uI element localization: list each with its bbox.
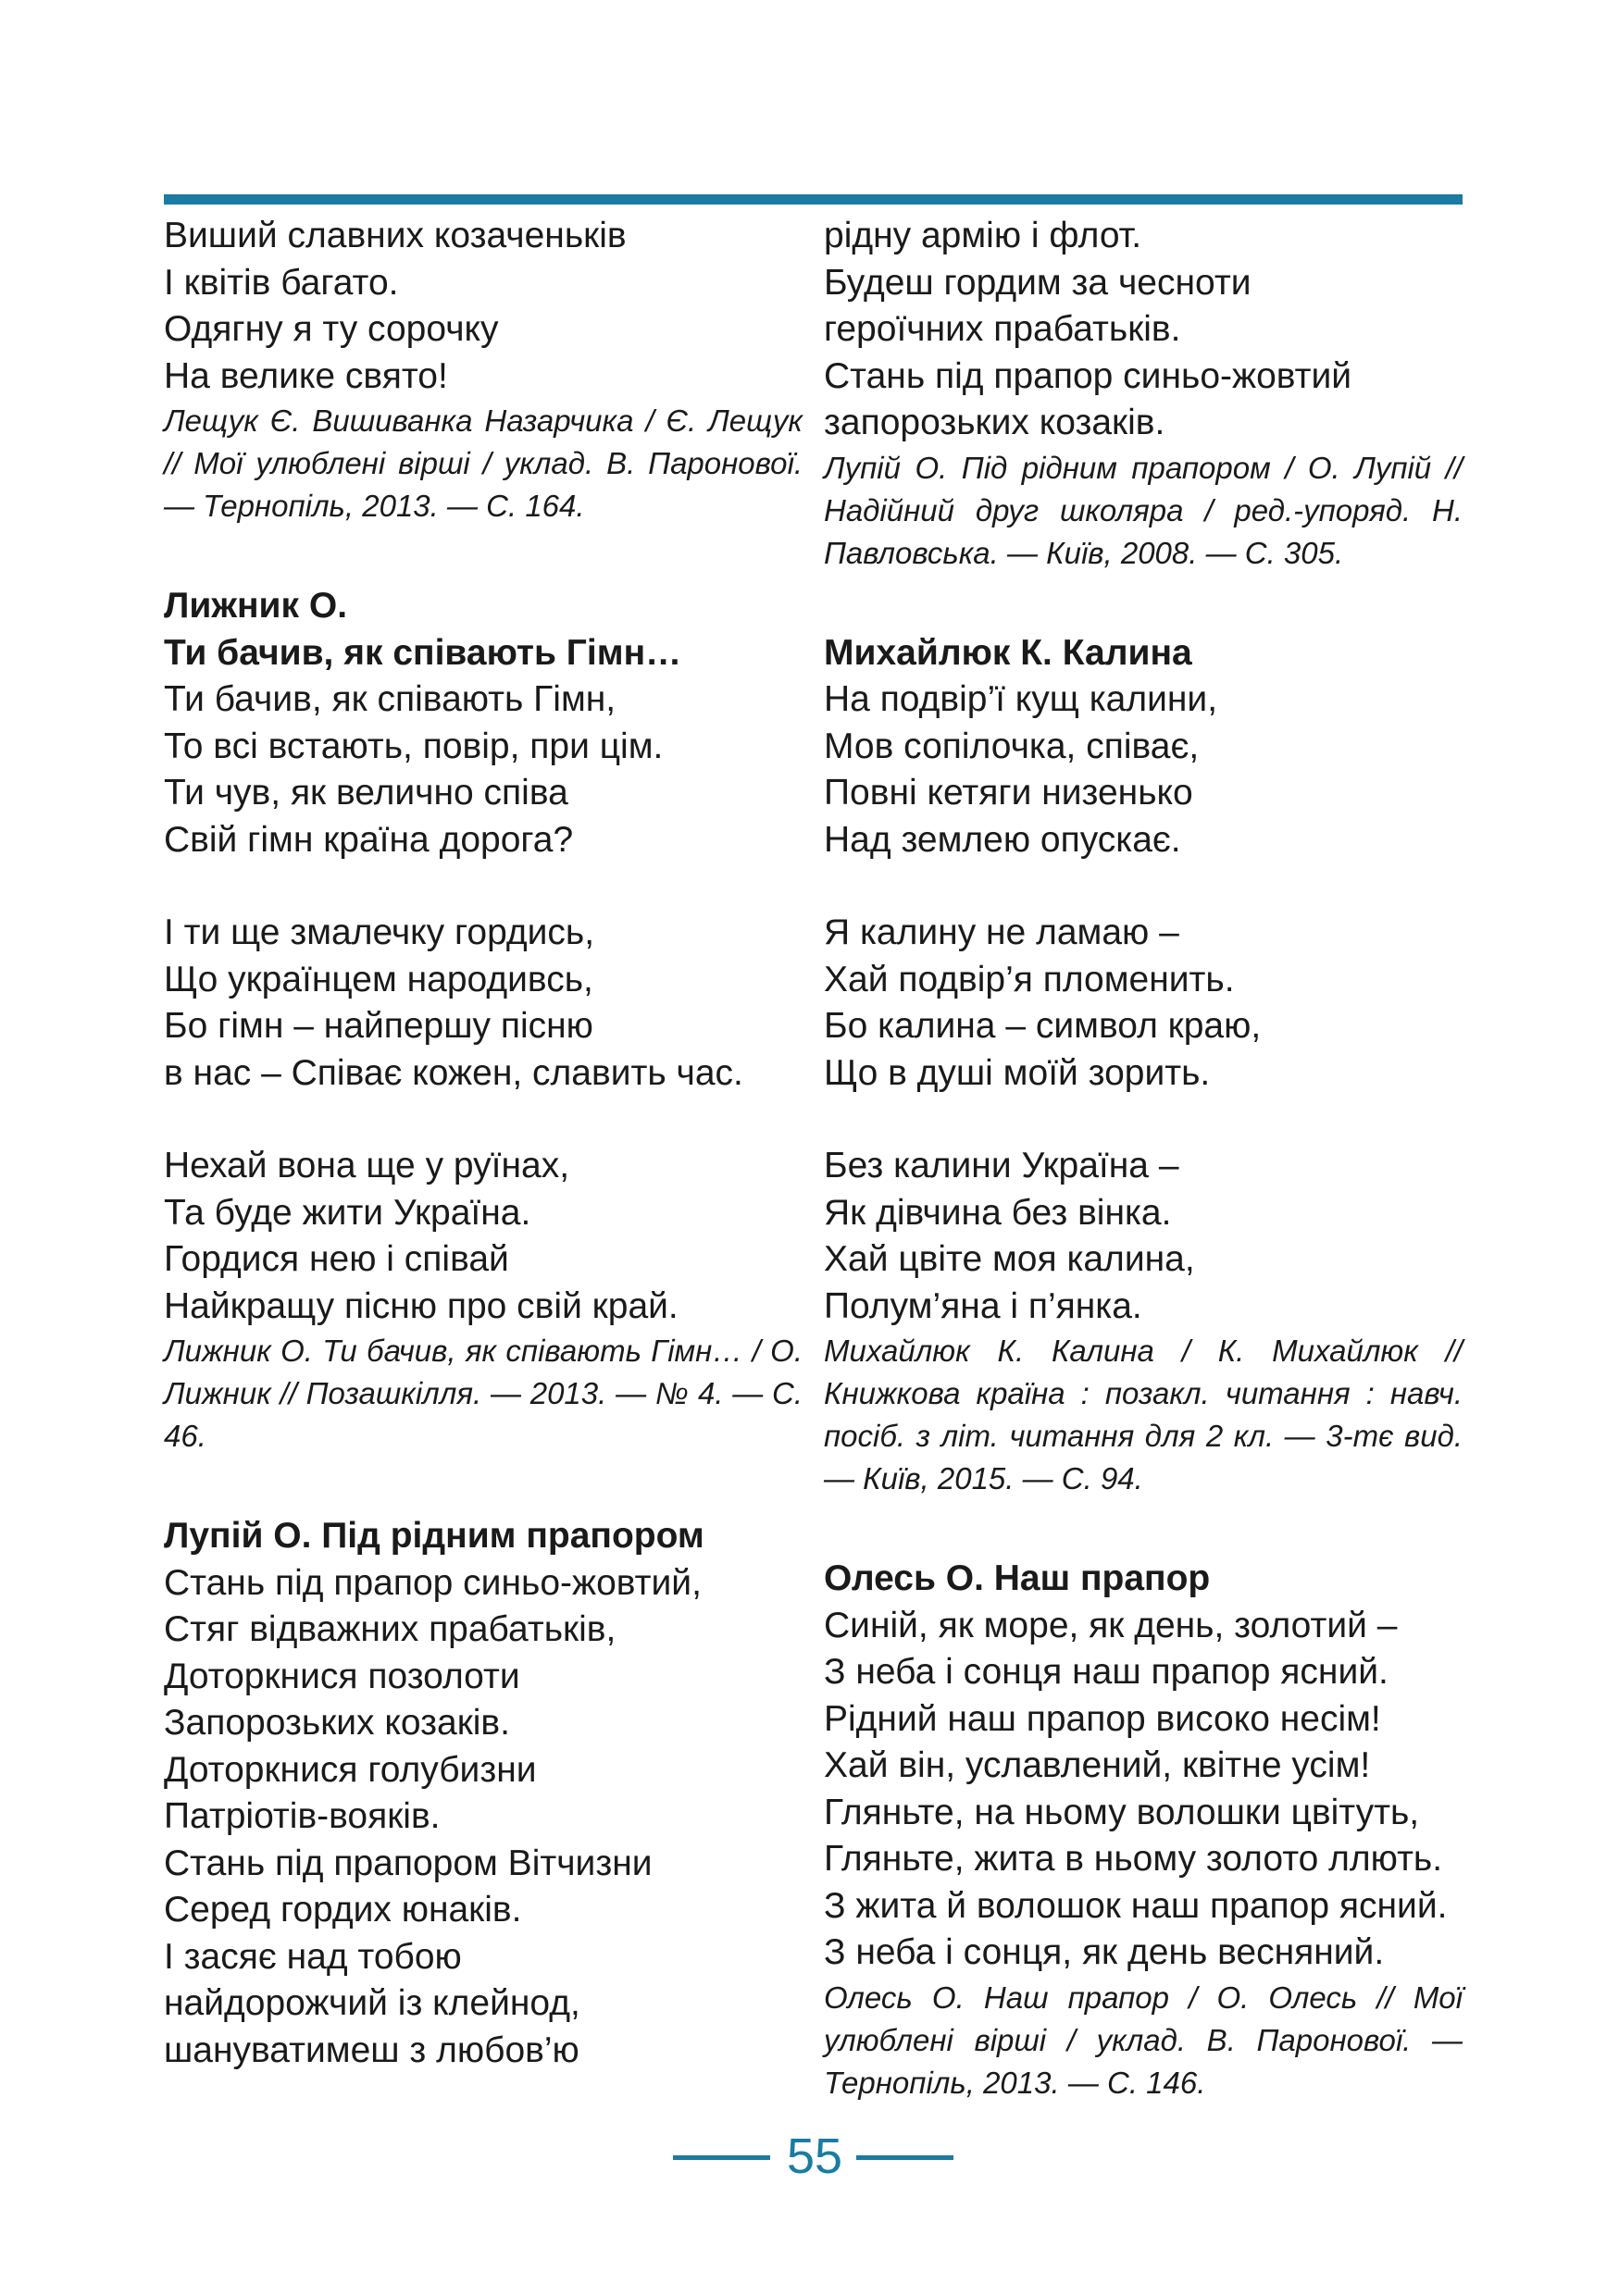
- citation: Лупій О. Під рідним прапором / О. Лупій // Надійний друг школяра / ред.-упоряд. Н. Павловська. — Київ, 2008. — С. 305.: [824, 450, 1463, 570]
- poem-line: То всі встають, повір, при цім.: [164, 726, 664, 766]
- poem-line: Рідний наш прапор високо несім!: [824, 1698, 1381, 1739]
- poem-ending-vyshyvanka: [164, 213, 803, 527]
- poem-line: рідну армію і флот.: [824, 216, 1142, 255]
- poem-line: Хай він, уславлений, квітне усім!: [824, 1745, 1371, 1785]
- poem-line: Будеш гордим за чесноти: [824, 262, 1252, 303]
- poem-line: І засяє над тобою: [164, 1936, 462, 1977]
- poem-line: Одягну я ту сорочку: [164, 309, 499, 349]
- poem-line: Гляньте, на ньому волошки цвітуть,: [824, 1792, 1420, 1832]
- left-column: [164, 213, 803, 2074]
- poem-line: Нехай вона ще у руїнах,: [164, 1146, 570, 1185]
- poem-line: Стяг відважних прабатьків,: [164, 1609, 616, 1649]
- poem-line: На велике свято!: [164, 355, 448, 396]
- poem-line: Бо калина – символ краю,: [824, 1006, 1262, 1046]
- page-number: 55: [786, 2128, 843, 2184]
- poem-line: Гордися нею і співай: [164, 1239, 509, 1279]
- citation: Михайлюк К. Калина / К. Михайлюк // Книжкова країна : позакл. читання : навч. посіб. з літ. читання для 2 кл. — 3-тє вид. — Київ, 2015. — С. 94.: [824, 1334, 1463, 1496]
- poem-line: Доторкнися позолоти: [164, 1656, 520, 1696]
- poem-line: Ти чув, як велично співа: [164, 773, 568, 813]
- poem-line: Виший славних козаченьків: [164, 216, 627, 255]
- poem-line: Я калину не ламаю –: [824, 912, 1179, 952]
- poem-line: На подвір’ї кущ калини,: [824, 679, 1218, 719]
- top-rule: [164, 194, 1463, 205]
- poem-line: І квітів багато.: [164, 262, 399, 303]
- poem-title: Лупій О. Під рідним прапором: [164, 1516, 704, 1556]
- poem-line: Повні кетяги низенько: [824, 773, 1193, 813]
- poem-line: Синій, як море, як день, золотий –: [824, 1605, 1398, 1645]
- poem-line: Доторкнися голубизни: [164, 1749, 537, 1790]
- poem-our-flag: [824, 1556, 1463, 2104]
- poem-line: Мов сопілочка, співає,: [824, 726, 1200, 766]
- citation: Лещук Є. Вишиванка Назарчика / Є. Лещук // Мої улюблені вірші / уклад. В. Паронової. — Тернопіль, 2013. — С. 164.: [164, 403, 803, 523]
- poem-kalyna: [824, 630, 1463, 1501]
- poem-line: шануватимеш з любов’ю: [164, 2029, 579, 2070]
- poem-line: героїчних прабатьків.: [824, 309, 1181, 349]
- poem-line: Гляньте, жита в ньому золото ллють.: [824, 1839, 1443, 1879]
- citation: Лижник О. Ти бачив, як співають Гімн… / О. Лижник // Позашкілля. — 2013. — № 4. — С. 46.: [164, 1334, 803, 1453]
- poem-line: Найкращу пісню про свій край.: [164, 1285, 679, 1326]
- poem-line: Хай цвіте моя калина,: [824, 1239, 1195, 1279]
- poem-line: Запорозьких козаків.: [164, 1703, 510, 1743]
- poem-line: найдорожчий із клейнод,: [164, 1983, 580, 2023]
- poem-under-flag-continued: [824, 213, 1463, 575]
- poem-line: І ти ще змалечку гордись,: [164, 912, 595, 952]
- poem-title: Олесь О. Наш прапор: [824, 1558, 1211, 1598]
- poem-line: Над землею опускає.: [824, 819, 1181, 860]
- poem-line: Стань під прапор синьо-жовтий: [824, 355, 1352, 396]
- poem-line: Що в душі моїй зорить.: [824, 1052, 1211, 1093]
- poem-line: З неба і сонця, як день весняний.: [824, 1932, 1385, 1972]
- poem-line: Серед гордих юнаків.: [164, 1890, 522, 1930]
- footer-rule-left: [673, 2155, 770, 2160]
- poem-line: Стань під прапор синьо-жовтий,: [164, 1562, 702, 1603]
- poem-line: Що українцем народивсь,: [164, 959, 593, 999]
- poem-line: Стань під прапором Вітчизни: [164, 1843, 653, 1883]
- right-column: [824, 213, 1463, 2104]
- page-footer: [0, 2124, 1619, 2189]
- poem-title: Ти бачив, як співають Гімн…: [164, 632, 682, 673]
- poem-line: Хай подвір’я пломенить.: [824, 959, 1235, 999]
- poem-anthem: [164, 583, 803, 1458]
- citation: Олесь О. Наш прапор / О. Олесь // Мої улюблені вірші / уклад. В. Паронової. — Тернопіль, 2013. — С. 146.: [824, 1980, 1463, 2100]
- poem-line: З жита й волошок наш прапор ясний.: [824, 1885, 1448, 1926]
- poem-line: Полум’яна і п’янка.: [824, 1285, 1142, 1326]
- poem-author: Лижник О.: [164, 586, 348, 626]
- poem-line: Бо гімн – найпершу пісню: [164, 1006, 593, 1046]
- poem-line: З неба і сонця наш прапор ясний.: [824, 1652, 1389, 1692]
- poem-line: Без калини Україна –: [824, 1146, 1179, 1185]
- poem-line: Свій гімн країна дорога?: [164, 819, 574, 860]
- footer-rule-right: [856, 2155, 953, 2160]
- poem-under-flag: [164, 1513, 803, 2074]
- poem-line: в нас – Співає кожен, славить час.: [164, 1052, 743, 1093]
- poem-line: Та буде жити Україна.: [164, 1192, 531, 1233]
- poem-title: Михайлюк К. Калина: [824, 632, 1192, 673]
- poem-line: Як дівчина без вінка.: [824, 1192, 1172, 1233]
- poem-line: Ти бачив, як співають Гімн,: [164, 679, 616, 719]
- poem-line: запорозьких козаків.: [824, 403, 1165, 442]
- poem-line: Патріотів-вояків.: [164, 1796, 441, 1836]
